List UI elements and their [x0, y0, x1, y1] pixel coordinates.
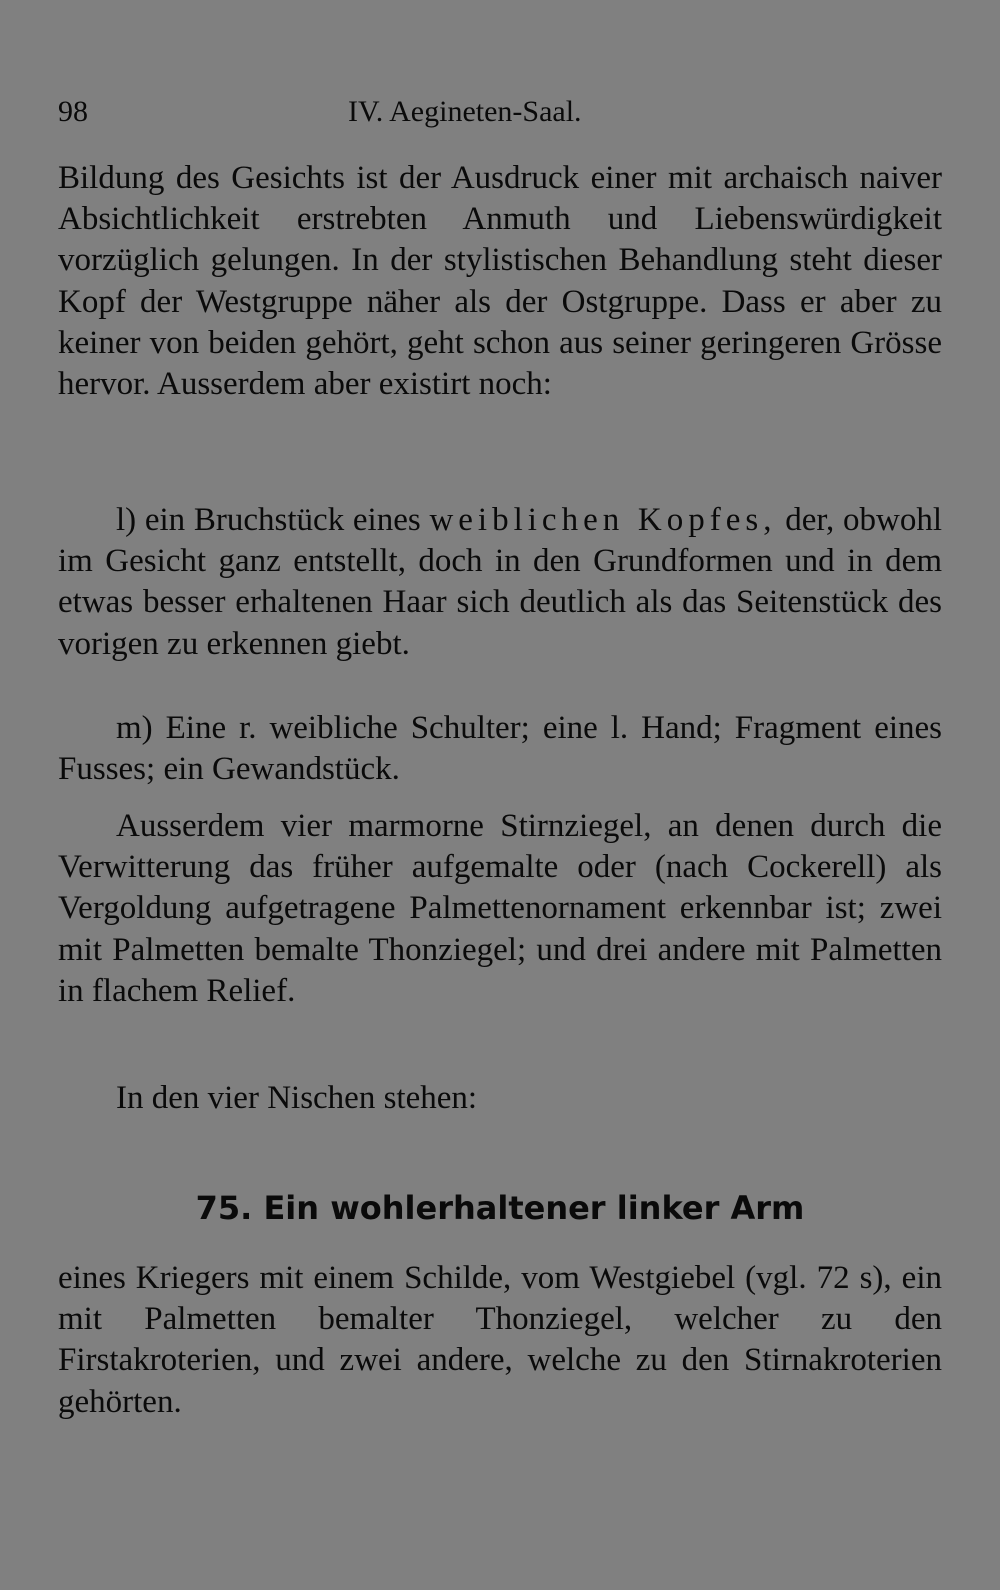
paragraph-text: m) Eine r. weibliche Schulter; eine l. Hand; Fragment eines Fusses; ein Gewandstück.: [58, 710, 942, 788]
paragraph-item-m: [58, 708, 942, 790]
paragraph-text: der, obwohl im Gesicht ganz entstellt, doch in den Grundformen und in dem etwas besser erhaltenen Haar sich deutlich als das Seitenstück des vorigen zu erkennen giebt.: [58, 502, 942, 662]
paragraph-text: Ausserdem vier marmorne Stirnziegel, an denen durch die Verwitterung das früher aufgemalte oder (nach Cockerell) als Vergoldung aufgetragene Palmettenornament erkennbar ist; zwei mit Palmetten bemalte Thonziegel; und drei andere mit Palmetten in flachem Relief.: [58, 808, 942, 1009]
paragraph-text: Bildung des Gesichts ist der Ausdruck einer mit archaisch naiver Absichtlichkeit erstrebten Anmuth und Liebenswürdigkeit vorzüglich gelungen. In der stylistischen Behandlung steht dieser Kopf der Westgruppe näher als der Ostgruppe. Dass er aber zu keiner von beiden gehört, geht schon aus seiner geringeren Grösse hervor. Ausserdem aber existirt noch:: [58, 160, 942, 403]
paragraph-text: In den vier Nischen stehen:: [116, 1080, 478, 1116]
paragraph-face-description: [58, 158, 942, 405]
spaced-emphasis: weiblichen Kopfes,: [429, 502, 777, 538]
paragraph-text: l) ein Bruchstück eines: [116, 502, 430, 538]
paragraph-text: eines Kriegers mit einem Schilde, vom Westgiebel (vgl. 72 s), ein mit Palmetten bemalter Thonziegel, welcher zu den Firstakroterien, und zwei andere, welche zu den Stirnakroterien gehörten.: [58, 1260, 942, 1420]
page-header: [58, 92, 942, 132]
paragraph-stirnziegel: [58, 806, 942, 1012]
paragraph-nischen: [58, 1078, 942, 1119]
paragraph-item-l: [58, 500, 942, 665]
running-head: IV. Aegineten-Saal.: [348, 95, 582, 128]
section-heading: 75. Ein wohlerhaltener linker Arm: [195, 1189, 805, 1227]
paragraph-arm-description: [58, 1258, 942, 1423]
page-number: 98: [58, 95, 88, 128]
